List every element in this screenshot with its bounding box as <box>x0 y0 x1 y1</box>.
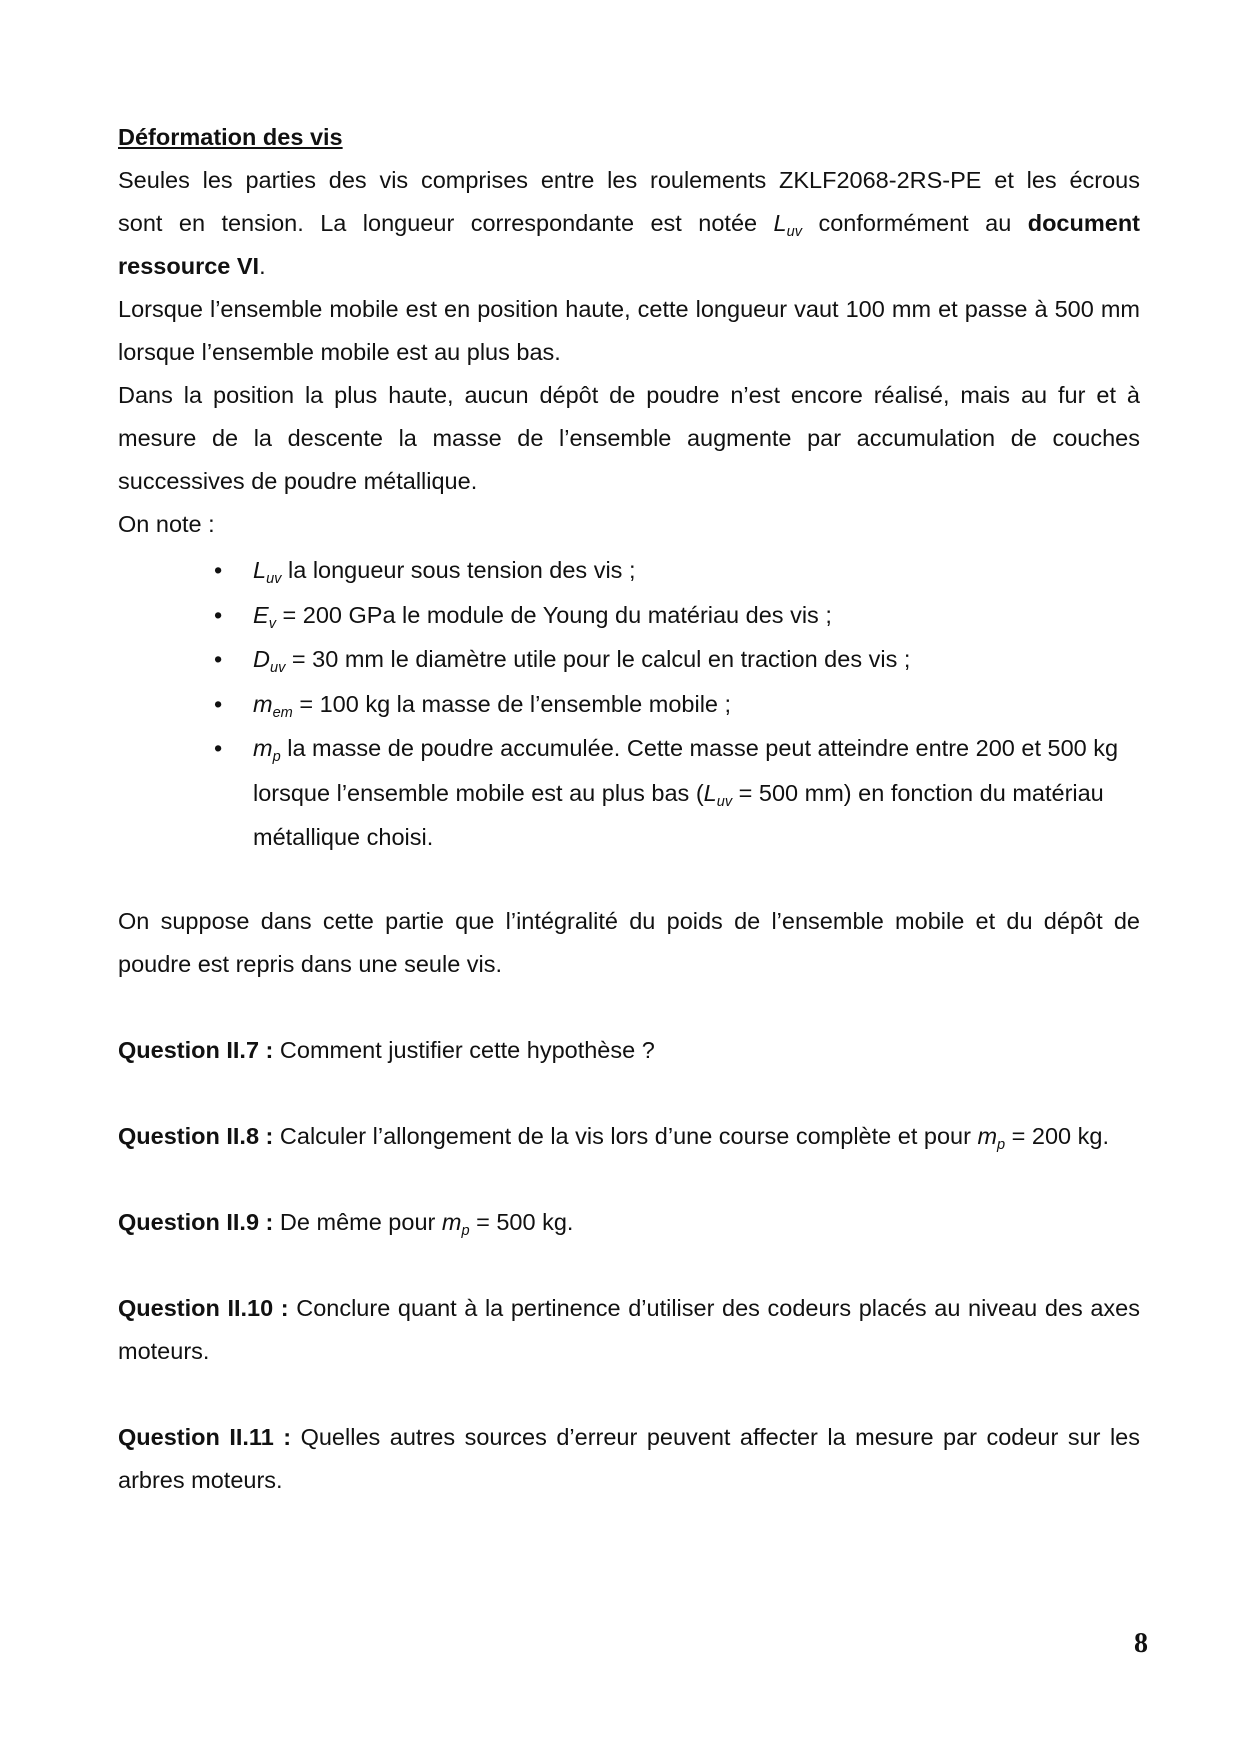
question-ii-9: Question II.9 : De même pour $m_p = 500$ kg. <box>118 1208 574 1239</box>
on-note-label: On note : <box>118 511 215 537</box>
list-item: • $L_{uv}$ la longueur sous tension des vis ; <box>118 548 1140 593</box>
question-ii-7: Question II.7 : Comment justifier cette hypothèse ? <box>118 1036 655 1063</box>
question-ii-10: Question II.10 : Conclure quant à la pertinence d’utiliser des codeurs placés au niveau des axes moteurs. <box>118 1294 1140 1364</box>
list-item: • $m_p$ la masse de poudre accumulée. Cette masse peut atteindre entre 200 et 500 kg lorsque l’ensemble mobile est au plus bas ($L_{uv} = 500$ mm) en fonction du matériau métallique choisi. <box>118 726 1140 860</box>
list-item: • $E_v = 200$ GPa le module de Young du matériau des vis ; <box>118 593 1140 638</box>
document-reference: document ressource VI <box>118 210 1140 279</box>
list-item: • $D_{uv} = 30$ mm le diamètre utile pour le calcul en traction des vis ; <box>118 637 1140 682</box>
document-page <box>118 116 1140 1502</box>
page-number: 8 <box>1134 1628 1148 1659</box>
section-heading: Déformation des vis <box>118 124 343 150</box>
list-item: • $m_{em} = 100$ kg la masse de l’ensemble mobile ; <box>118 682 1140 727</box>
paragraph-4: On suppose dans cette partie que l’intégralité du poids de l’ensemble mobile et du dépôt de poudre est repris dans une seule vis. <box>118 907 1140 977</box>
question-ii-8: Question II.8 : Calculer l’allongement de la vis lors d’une course complète et pour $m_p = 200$ kg. <box>118 1122 1110 1153</box>
paragraph-1-line-1: Seules les parties des vis comprises entre les roulements ZKLF2068-2RS-PE et les écrous <box>118 167 1140 193</box>
question-ii-11: Question II.11 : Quelles autres sources d’erreur peuvent affecter la mesure par codeur sur les arbres moteurs. <box>118 1423 1140 1493</box>
paragraph-3: Dans la position la plus haute, aucun dépôt de poudre n’est encore réalisé, mais au fur et à mesure de la descente la masse de l’ensemble augmente par accumulation de couches successives de poudre métallique. <box>118 382 1140 494</box>
paragraph-2: Lorsque l’ensemble mobile est en position haute, cette longueur vaut 100 mm et passe à 500 mm lorsque l’ensemble mobile est au plus bas. <box>118 296 1140 365</box>
definitions-list <box>118 548 1140 860</box>
paragraph-1-rest: sont en tension. La longueur correspondante est notée $L_{uv}$ conformément au document ressource VI. <box>118 210 1140 279</box>
